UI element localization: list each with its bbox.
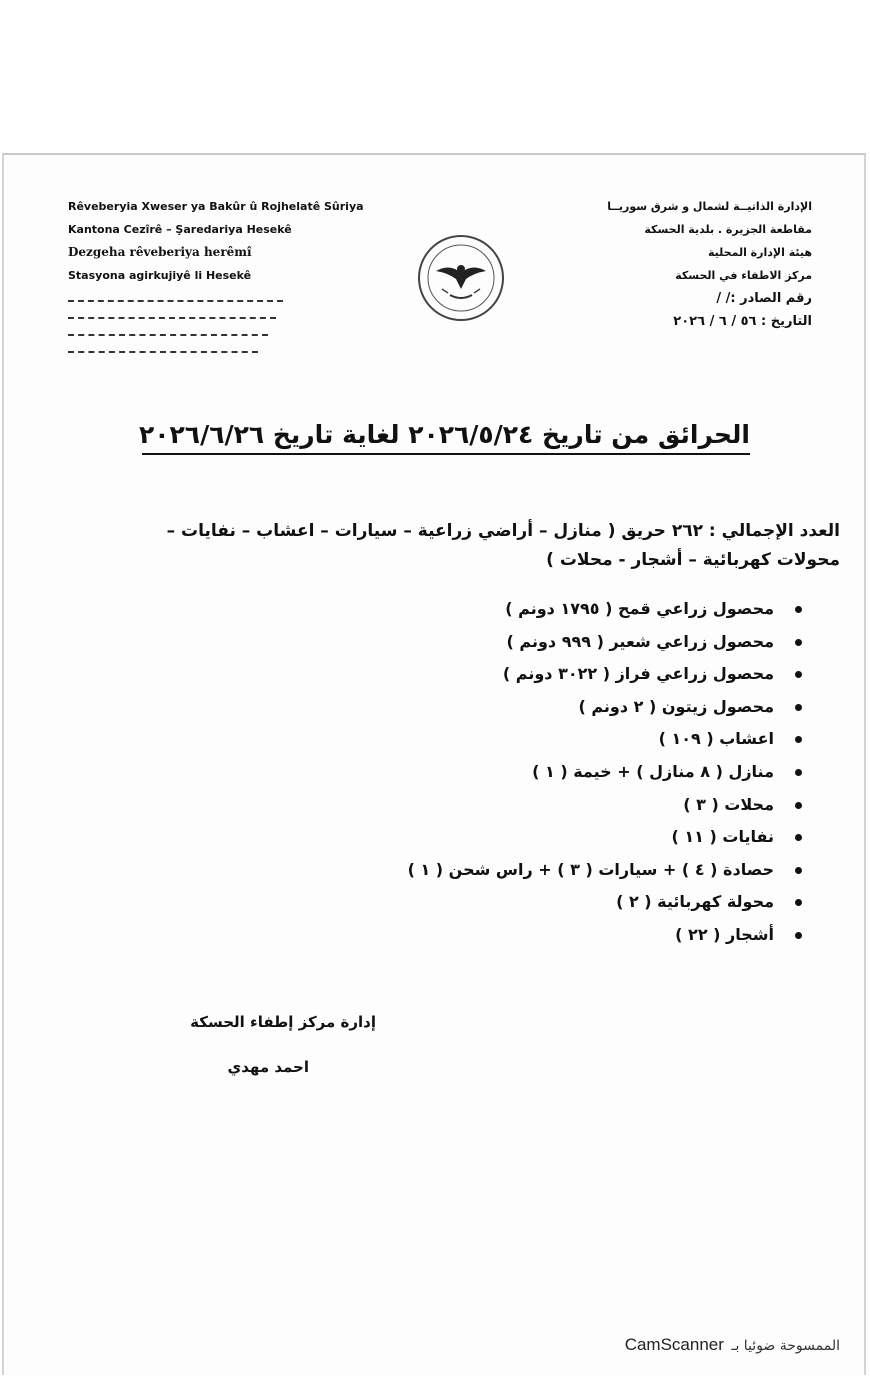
reference-number: رقم الصادر :/ / bbox=[716, 291, 812, 306]
list-item: محلات ( ٣ ) bbox=[304, 789, 804, 822]
camscanner-logo: CamScanner bbox=[624, 1335, 724, 1354]
list-item: محصول زراعي فراز ( ٣٠٢٢ دونم ) bbox=[304, 658, 804, 691]
bullet-icon bbox=[795, 736, 802, 743]
arabic-letterhead bbox=[532, 195, 812, 333]
syriac-script-block bbox=[68, 292, 368, 353]
scanned-label: الممسوحة ضوئيا بـ bbox=[731, 1338, 840, 1354]
letterhead-ar-line-1: الإدارة الذاتيــة لشمال و شرق سوريــا bbox=[607, 200, 812, 213]
bullet-icon bbox=[795, 639, 802, 646]
letterhead-ar-line-3: هيئة الإدارة المحلية bbox=[708, 246, 812, 259]
signature-name: احمد مهدي bbox=[227, 1058, 309, 1076]
bullet-icon bbox=[795, 606, 802, 613]
list-item: نفايات ( ١١ ) bbox=[304, 821, 804, 854]
list-item: منازل ( ٨ منازل ) + خيمة ( ١ ) bbox=[304, 756, 804, 789]
document-date: التاريخ : ٥٦ / ٦ / ٢٠٢٦ bbox=[673, 314, 812, 329]
letterhead-line-1: Rêveberyia Xweser ya Bakûr û Rojhelatê Sûriya bbox=[68, 200, 364, 213]
document-title: الحرائق من تاريخ ٢٠٢٦/٥/٢٤ لغاية تاريخ ٢٠٢٦/٦/٢٦ bbox=[142, 420, 750, 455]
letterhead-line-4: Stasyona agirkujiyê li Hesekê bbox=[68, 269, 252, 282]
bullet-icon bbox=[795, 899, 802, 906]
list-item: أشجار ( ٢٢ ) bbox=[304, 919, 804, 952]
bullet-icon bbox=[795, 704, 802, 711]
list-item: محولة كهربائية ( ٢ ) bbox=[304, 886, 804, 919]
scanner-footer bbox=[625, 1335, 840, 1355]
list-item: محصول زراعي شعير ( ٩٩٩ دونم ) bbox=[304, 626, 804, 659]
bullet-icon bbox=[795, 671, 802, 678]
emblem-seal-icon bbox=[418, 235, 504, 321]
list-item: اعشاب ( ١٠٩ ) bbox=[304, 723, 804, 756]
document-page bbox=[2, 153, 866, 1375]
list-item: محصول زيتون ( ٢ دونم ) bbox=[304, 691, 804, 724]
signature-office: إدارة مركز إطفاء الحسكة bbox=[190, 1013, 376, 1031]
bullet-icon bbox=[795, 867, 802, 874]
summary-paragraph: العدد الإجمالي : ٢٦٢ حريق ( منازل – أراضي زراعية – سيارات – اعشاب – نفايات – محولات كهربائية – أشجار - محلات ) bbox=[166, 521, 840, 570]
bullet-icon bbox=[795, 769, 802, 776]
bullet-icon bbox=[795, 932, 802, 939]
incident-list bbox=[304, 593, 804, 952]
list-item: حصادة ( ٤ ) + سيارات ( ٣ ) + راس شحن ( ١ ) bbox=[304, 854, 804, 887]
letterhead-line-2: Kantona Cezîrê – Şaredariya Hesekê bbox=[68, 223, 292, 236]
bullet-icon bbox=[795, 802, 802, 809]
kurdish-letterhead bbox=[68, 195, 368, 360]
letterhead-ar-line-2: مقاطعة الجزيرة . بلدية الحسكة bbox=[644, 223, 812, 236]
list-item: محصول زراعي قمح ( ١٧٩٥ دونم ) bbox=[304, 593, 804, 626]
bullet-icon bbox=[795, 834, 802, 841]
letterhead-ar-line-4: مركز الاطفاء في الحسكة bbox=[675, 269, 812, 282]
letterhead-line-3: Dezgeha rêveberiya herêmî bbox=[68, 245, 252, 259]
